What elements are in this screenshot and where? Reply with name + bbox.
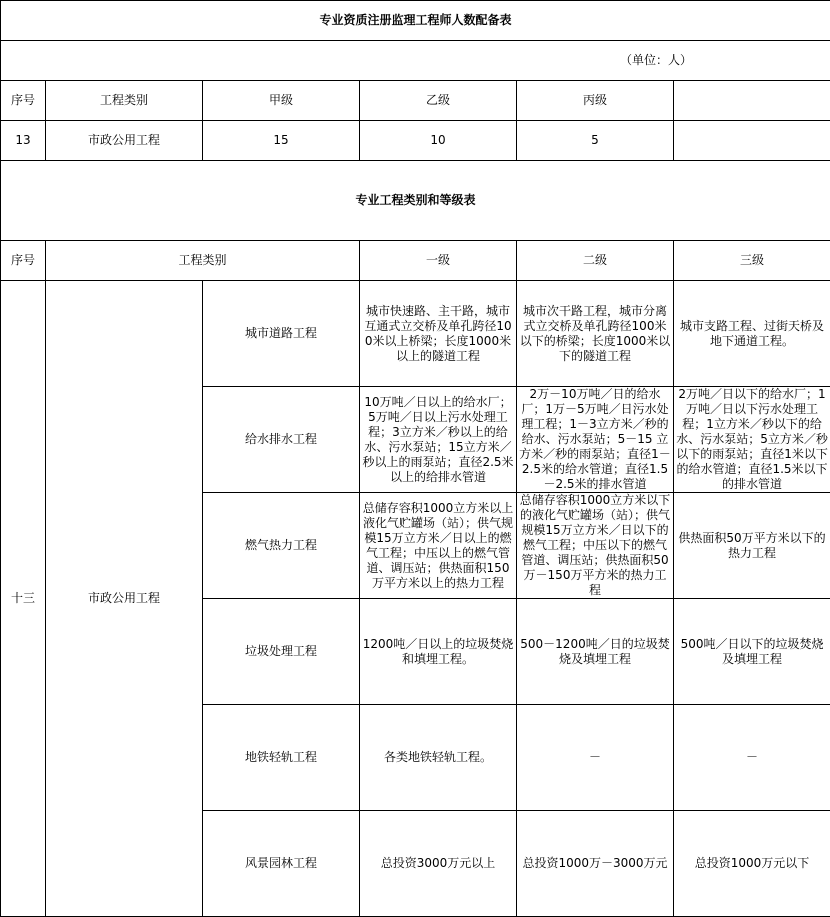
header-blank bbox=[674, 81, 830, 121]
sub-category: 垃圾处理工程 bbox=[203, 599, 360, 705]
row-bing: 5 bbox=[517, 121, 674, 161]
unit-label: （单位：人） bbox=[1, 41, 830, 81]
header-jia: 甲级 bbox=[203, 81, 360, 121]
level3-cell: 城市支路工程、过街天桥及地下通道工程。 bbox=[674, 281, 830, 387]
level3-cell: － bbox=[674, 705, 830, 811]
header-level1: 一级 bbox=[360, 241, 517, 281]
row-extra bbox=[674, 121, 830, 161]
header-bing: 丙级 bbox=[517, 81, 674, 121]
level2-cell: 2万－10万吨／日的给水厂；1万－5万吨／日污水处理工程；1－3立方米／秒的给水、污水泵站；5－15 立方米／秒的雨泵站；直径1－2.5米的给水管道；直径1.5－2.5米的排水管道 bbox=[517, 387, 674, 493]
header-level2: 二级 bbox=[517, 241, 674, 281]
level1-cell: 各类地铁轻轨工程。 bbox=[360, 705, 517, 811]
group-name: 市政公用工程 bbox=[46, 281, 203, 917]
header-category: 工程类别 bbox=[46, 81, 203, 121]
level2-cell: 500－1200吨／日的垃圾焚烧及填埋工程 bbox=[517, 599, 674, 705]
level2-cell: 总投资1000万－3000万元 bbox=[517, 811, 674, 917]
header-no: 序号 bbox=[1, 81, 46, 121]
grade-table-title: 专业工程类别和等级表 bbox=[1, 161, 830, 241]
row-jia: 15 bbox=[203, 121, 360, 161]
header-category-2: 工程类别 bbox=[46, 241, 360, 281]
level1-cell: 总投资3000万元以上 bbox=[360, 811, 517, 917]
sub-category: 城市道路工程 bbox=[203, 281, 360, 387]
grade-table-header bbox=[1, 241, 830, 281]
level1-cell: 城市快速路、主干路，城市互通式立交桥及单孔跨径100米以上桥梁；长度1000米以上的隧道工程 bbox=[360, 281, 517, 387]
level3-cell: 2万吨／日以下的给水厂；1万吨／日以下污水处理工程；1立方米／秒以下的给水、污水泵站；5立方米／秒以下的雨泵站；直径1米以下的给水管道；直径1.5米以下的排水管道 bbox=[674, 387, 830, 493]
row-no: 13 bbox=[1, 121, 46, 161]
level2-cell: 城市次干路工程，城市分离式立交桥及单孔跨径100米以下的桥梁；长度1000米以下的隧道工程 bbox=[517, 281, 674, 387]
header-no-2: 序号 bbox=[1, 241, 46, 281]
row-yi: 10 bbox=[360, 121, 517, 161]
staff-table-header bbox=[1, 81, 830, 121]
row-category: 市政公用工程 bbox=[46, 121, 203, 161]
table-row bbox=[1, 281, 830, 387]
header-level3: 三级 bbox=[674, 241, 830, 281]
level1-cell: 总储存容积1000立方米以上液化气贮罐场（站）；供气规模15万立方米／日以上的燃气工程；中压以上的燃气管道、调压站；供热面积150万平方米以上的热力工程 bbox=[360, 493, 517, 599]
header-yi: 乙级 bbox=[360, 81, 517, 121]
sub-category: 给水排水工程 bbox=[203, 387, 360, 493]
table-row bbox=[1, 121, 830, 161]
level2-cell: － bbox=[517, 705, 674, 811]
sub-category: 地铁轻轨工程 bbox=[203, 705, 360, 811]
level3-cell: 500吨／日以下的垃圾焚烧及填埋工程 bbox=[674, 599, 830, 705]
sub-category: 燃气热力工程 bbox=[203, 493, 360, 599]
level1-cell: 1200吨／日以上的垃圾焚烧和填埋工程。 bbox=[360, 599, 517, 705]
level3-cell: 总投资1000万元以下 bbox=[674, 811, 830, 917]
staff-table-title: 专业资质注册监理工程师人数配备表 bbox=[1, 1, 830, 41]
level1-cell: 10万吨／日以上的给水厂；5万吨／日以上污水处理工程；3立方米／秒以上的给水、污水泵站；15立方米／秒以上的雨泵站；直径2.5米以上的给排水管道 bbox=[360, 387, 517, 493]
level3-cell: 供热面积50万平方米以下的热力工程 bbox=[674, 493, 830, 599]
level2-cell: 总储存容积1000立方米以下的液化气贮罐场（站）；供气规模15万立方米／日以下的燃气工程；中压以下的燃气管道、调压站；供热面积50万－150万平方米的热力工程 bbox=[517, 493, 674, 599]
group-no: 十三 bbox=[1, 281, 46, 917]
sub-category: 风景园林工程 bbox=[203, 811, 360, 917]
